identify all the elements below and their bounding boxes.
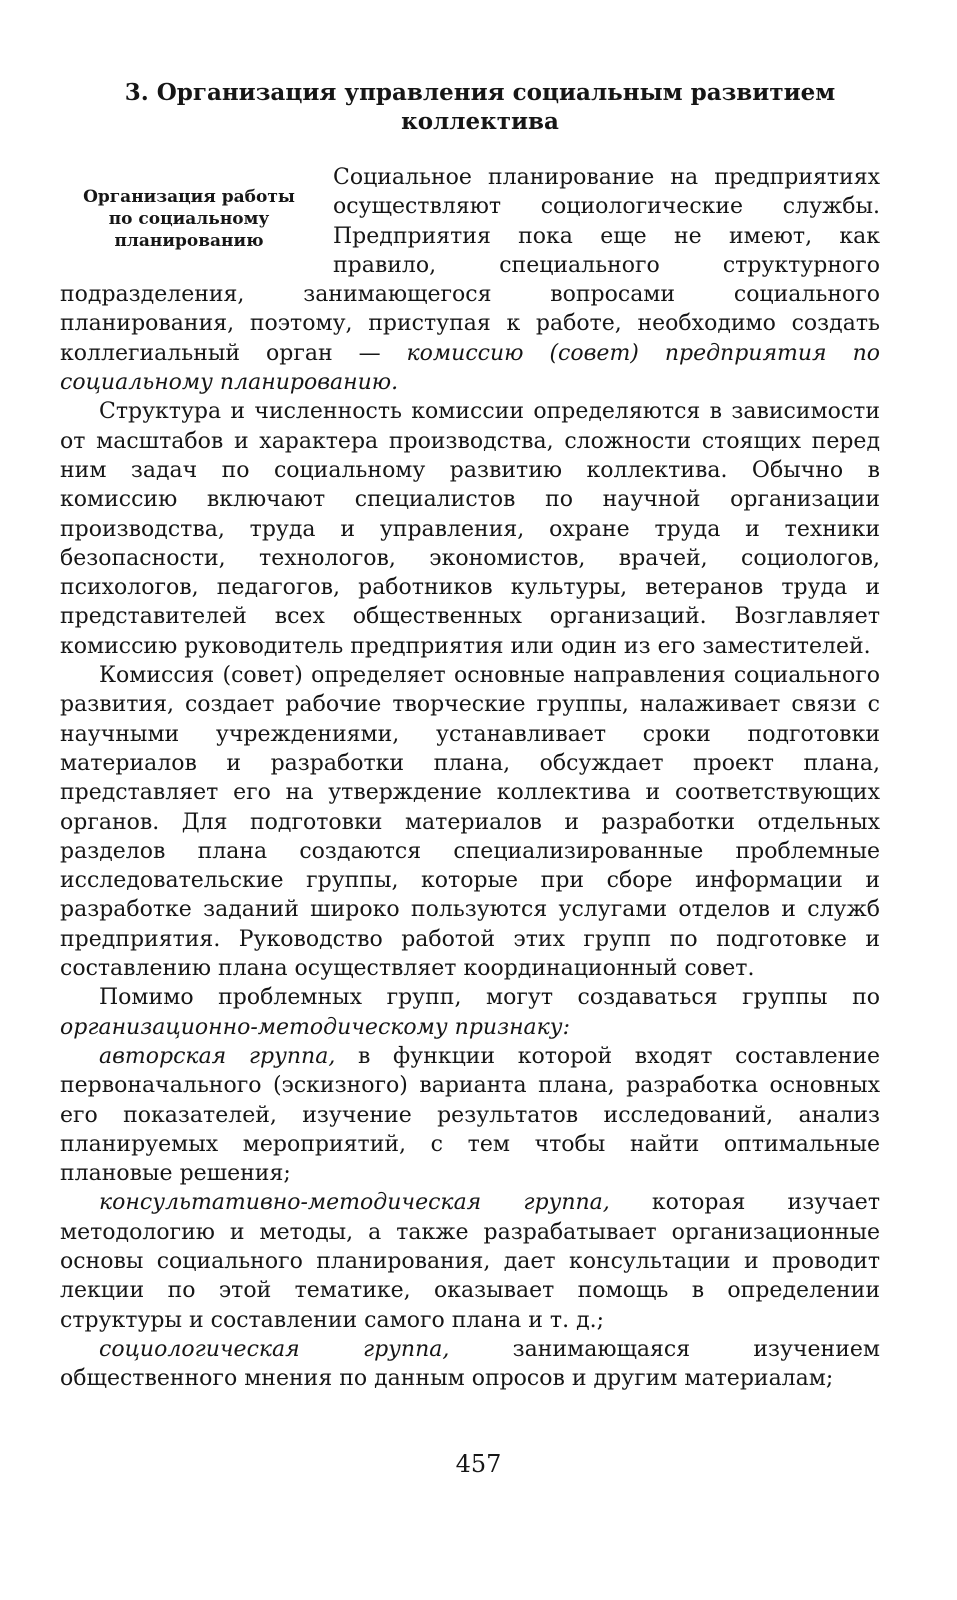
sidenote-spacer xyxy=(60,163,333,280)
paragraph-4 xyxy=(60,983,880,1042)
body-text xyxy=(60,163,880,1393)
paragraph-1-text: Социальное планирование на предприятиях осуществляют социологические службы. Предприятия пока еще не имеют, как правило, специального структурного подразделения, занимающегося вопросами социального планирования, поэтому, приступая к работе, необходимо создать коллегиальный орган — xyxy=(60,165,880,366)
paragraph-6-text: которая изучает методологию и методы, а также разрабатывает организационные основы социального планирования, дает консультации и проводит лекции по этой тематике, оказывает помощь в определении структуры и составлении самого плана и т. д.; xyxy=(60,1190,881,1333)
paragraph-3: Комиссия (совет) определяет основные направления социального развития, создает рабочие творческие группы, налаживает связи с научными учреждениями, устанавливает сроки подготовки материалов и разработки плана, обсуждает проект плана, представляет его на утверждение коллектива и соответствующих органов. Для подготовки материалов и разработки отдельных разделов плана создаются специализированные проблемные исследовательские группы, которые при сборе информации и разработке заданий широко пользуются услугами отделов и служб предприятия. Руководство работой этих групп по подготовке и составлению плана осуществляет координационный совет. xyxy=(60,663,880,982)
paragraph-5 xyxy=(60,1042,880,1188)
section-title xyxy=(80,78,880,136)
margin-subheading-line-3: планированию xyxy=(114,231,264,251)
paragraph-4-italic: организационно-методическому признаку: xyxy=(60,1014,570,1040)
page-number: 457 xyxy=(455,1450,502,1478)
paragraph-1-italic: комиссию (совет) предприятия по социальному планированию. xyxy=(60,340,880,396)
margin-subheading-line-2: по социальному xyxy=(108,209,270,229)
section-title-line-1: 3. Организация управления социальным развитием xyxy=(124,79,836,106)
paragraph-5-italic: авторская группа, xyxy=(99,1043,336,1069)
section-title-line-2: коллектива xyxy=(401,108,559,135)
paragraph-7-text: занимающаяся изучением общественного мнения по данным опросов и другим материалам; xyxy=(60,1336,880,1392)
paragraph-2: Структура и численность комиссии определяются в зависимости от масштабов и характера производства, сложности стоящих перед ним задач по социальному развитию коллектива. Обычно в комиссию включают специалистов по научной организации производства, труда и управления, охране труда и техники безопасности, технологов, экономистов, врачей, социологов, психологов, педагогов, работников культуры, ветеранов труда и представителей всех общественных организаций. Возглавляет комиссию руководитель предприятия или один из его заместителей. xyxy=(60,399,880,659)
paragraph-7-italic: социологическая группа, xyxy=(99,1336,450,1362)
margin-subheading-line-1: Организация работы xyxy=(83,187,295,207)
paragraph-6-italic: консультативно-методическая группа, xyxy=(99,1190,610,1216)
paragraph-7 xyxy=(60,1335,880,1394)
paragraph-4-text: Помимо проблемных групп, могут создаваться группы по xyxy=(99,985,880,1011)
paragraph-6 xyxy=(60,1188,880,1334)
paragraph-5-text: в функции которой входят составление первоначального (эскизного) варианта плана, разработка основных его показателей, изучение результатов исследований, анализ планируемых мероприятий, с тем чтобы найти оптимальные плановые решения; xyxy=(60,1043,881,1187)
